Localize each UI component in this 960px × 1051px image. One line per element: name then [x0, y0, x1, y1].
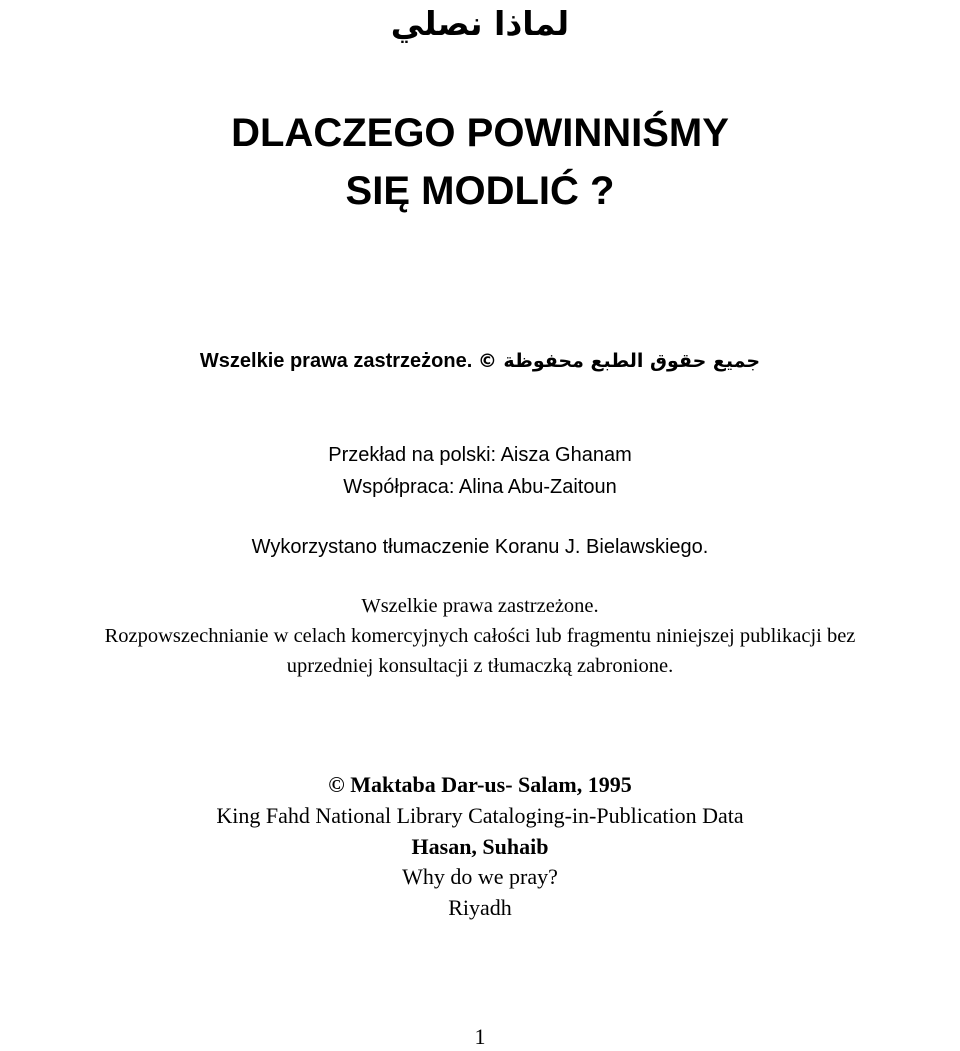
publisher-copyright: © Maktaba Dar-us- Salam, 1995: [328, 772, 632, 797]
rights-notice-line-3: uprzedniej konsultacji z tłumaczką zabronione.: [286, 655, 674, 677]
cataloging-data: King Fahd National Library Cataloging-in-Publication Data: [216, 803, 744, 828]
rights-notice-line-2: Rozpowszechnianie w celach komercyjnych całości lub fragmentu niniejszej publikacji bez: [104, 625, 856, 647]
koran-translation-note: Wykorzystano tłumaczenie Koranu J. Bielawskiego.: [251, 536, 709, 558]
title-line-2: SIĘ MODLIĆ ?: [345, 169, 615, 213]
author-name: Hasan, Suhaib: [411, 834, 549, 859]
publication-place: Riyadh: [448, 895, 512, 920]
rights-arabic: جميع حقوق الطبع محفوظة ©: [477, 350, 761, 372]
title-line-1: DLACZEGO POWINNIŚMY: [231, 111, 729, 155]
book-title: Why do we pray?: [402, 864, 558, 889]
rights-notice-line-1: Wszelkie prawa zastrzeżone.: [361, 595, 599, 617]
arabic-title: لماذا نصلي: [390, 4, 570, 43]
rights-polish: Wszelkie prawa zastrzeżone.: [199, 350, 473, 372]
rights-line: [0, 345, 960, 377]
page-number: 1: [474, 1024, 486, 1049]
cooperation-credit: Współpraca: Alina Abu-Zaitoun: [343, 476, 617, 498]
translation-credit: Przekład na polski: Aisza Ghanam: [328, 444, 632, 466]
